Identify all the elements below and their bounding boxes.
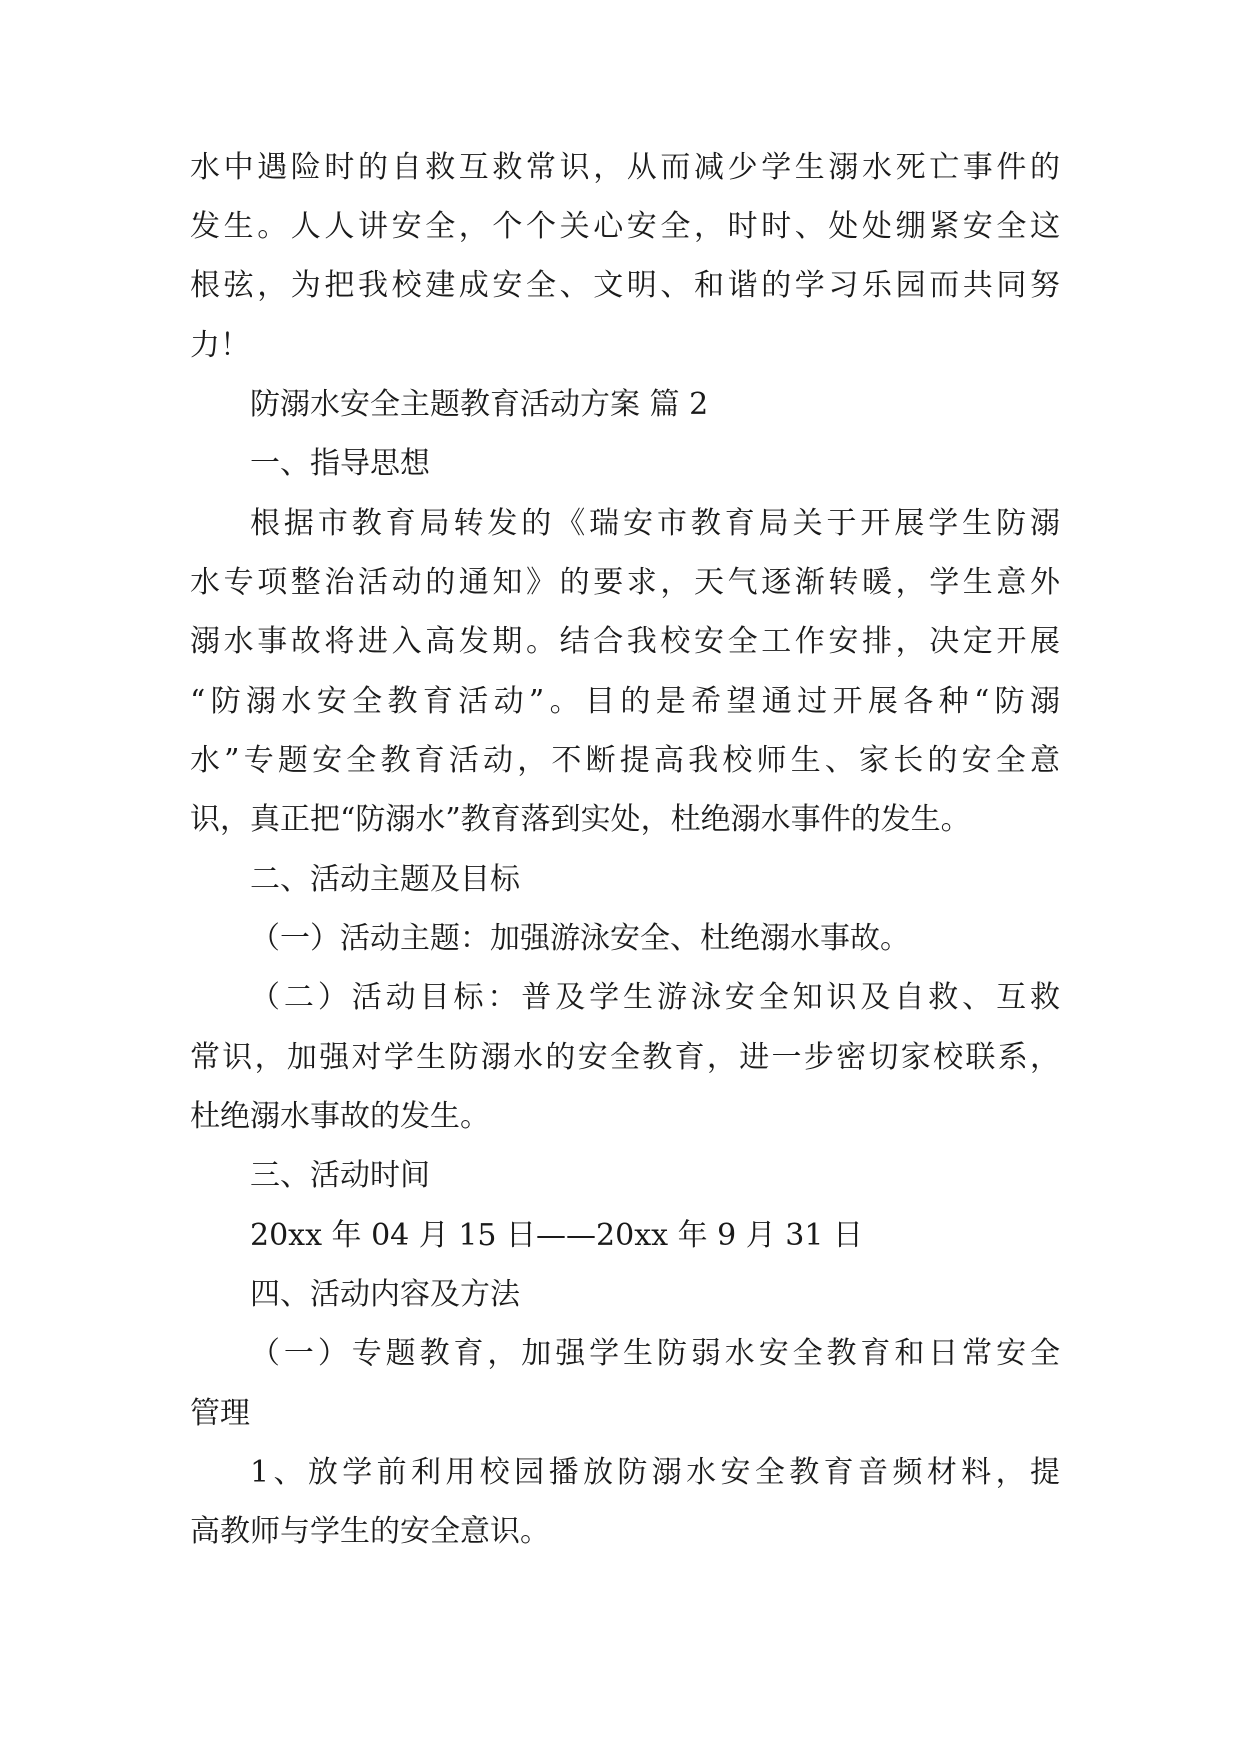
paragraph-line: 溺水事故将进入高发期。结合我校安全工作安排，决定开展 xyxy=(190,624,1060,659)
paragraph-line: 力！ xyxy=(190,328,250,363)
paragraph-line: 根弦，为把我校建成安全、文明、和谐的学习乐园而共同努 xyxy=(190,268,1060,303)
paragraph-line: 识，真正把“防溺水”教育落到实处，杜绝溺水事件的发生。 xyxy=(190,802,971,837)
section-title: 防溺水安全主题教育活动方案 篇 2 xyxy=(250,387,709,422)
paragraph-line: 常识，加强对学生防溺水的安全教育，进一步密切家校联系， xyxy=(190,1040,1060,1075)
paragraph-line: 1、放学前利用校园播放防溺水安全教育音频材料，提 xyxy=(250,1455,1060,1490)
paragraph-line: （二）活动目标：普及学生游泳安全知识及自救、互救 xyxy=(250,980,1060,1015)
section-heading: 三、活动时间 xyxy=(250,1158,430,1193)
section-heading: 一、指导思想 xyxy=(250,446,430,481)
paragraph-line: 水中遇险时的自救互救常识，从而减少学生溺水死亡事件的 xyxy=(190,150,1060,185)
paragraph-line: 水”专题安全教育活动，不断提高我校师生、家长的安全意 xyxy=(190,743,1060,778)
paragraph-line: 管理 xyxy=(190,1396,250,1431)
paragraph-line: 高教师与学生的安全意识。 xyxy=(190,1514,550,1549)
section-heading: 二、活动主题及目标 xyxy=(250,862,520,897)
paragraph-line: （一）活动主题：加强游泳安全、杜绝溺水事故。 xyxy=(250,921,910,956)
date-range: 20xx 年 04 月 15 日——20xx 年 9 月 31 日 xyxy=(250,1218,863,1253)
paragraph-line: “防溺水安全教育活动”。目的是希望通过开展各种“防溺 xyxy=(190,684,1060,719)
paragraph-line: 发生。人人讲安全，个个关心安全，时时、处处绷紧安全这 xyxy=(190,209,1060,244)
paragraph-line: 根据市教育局转发的《瑞安市教育局关于开展学生防溺 xyxy=(250,506,1060,541)
paragraph-line: 水专项整治活动的通知》的要求，天气逐渐转暖，学生意外 xyxy=(190,565,1060,600)
paragraph-line: （一）专题教育，加强学生防弱水安全教育和日常安全 xyxy=(250,1336,1060,1371)
paragraph-line: 杜绝溺水事故的发生。 xyxy=(190,1099,490,1134)
section-heading: 四、活动内容及方法 xyxy=(250,1277,520,1312)
